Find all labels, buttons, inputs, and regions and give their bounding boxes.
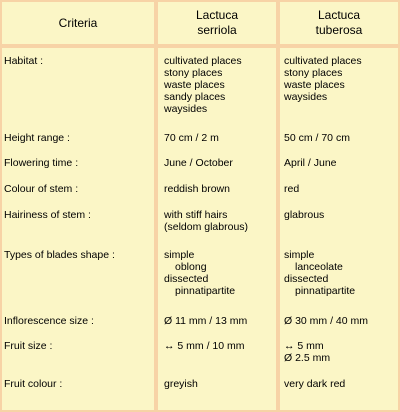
serriola-height-range: 70 cm / 2 m bbox=[164, 132, 219, 144]
serriola-fruit-colour: greyish bbox=[164, 378, 198, 390]
header-criteria-cell bbox=[2, 2, 154, 44]
header-tuberosa-cell bbox=[280, 2, 398, 44]
value-line: waste places bbox=[164, 79, 225, 91]
header-serriola-cell bbox=[158, 2, 276, 44]
serriola-hairiness-of-stem bbox=[164, 209, 248, 233]
value-line: (seldom glabrous) bbox=[164, 221, 249, 233]
serriola-fruit-size: ↔ 5 mm / 10 mm bbox=[164, 340, 245, 352]
value-line: sandy places bbox=[164, 91, 226, 103]
serriola-inflorescence-size: Ø 11 mm / 13 mm bbox=[164, 315, 248, 327]
value-line: Ø 2.5 mm bbox=[284, 352, 331, 364]
value-line: waysides bbox=[284, 91, 328, 103]
value-line: cultivated places bbox=[164, 55, 242, 67]
row-label-fruit-size: Fruit size : bbox=[4, 340, 53, 352]
tuberosa-flowering-time: April / June bbox=[284, 157, 337, 169]
value-line: pinnatipartite bbox=[175, 285, 236, 297]
row-label-inflorescence-size: Inflorescence size : bbox=[4, 315, 94, 327]
serriola-flowering-time: June / October bbox=[164, 157, 233, 169]
row-label-fruit-colour: Fruit colour : bbox=[4, 378, 63, 390]
header-serriola-species: serriola bbox=[197, 23, 237, 37]
tuberosa-colour-of-stem: red bbox=[284, 183, 300, 195]
criteria-column bbox=[2, 48, 154, 410]
header-tuberosa-genus: Lactuca bbox=[317, 8, 361, 22]
value-line: stony places bbox=[284, 67, 343, 79]
tuberosa-habitat bbox=[284, 55, 362, 103]
value-line: lanceolate bbox=[295, 261, 343, 273]
value-line: pinnatipartite bbox=[295, 285, 356, 297]
row-label-height-range: Height range : bbox=[4, 132, 70, 144]
serriola-colour-of-stem: reddish brown bbox=[164, 183, 230, 195]
row-label-colour-of-stem: Colour of stem : bbox=[4, 183, 79, 195]
value-line: with stiff hairs bbox=[164, 209, 228, 221]
tuberosa-hairiness-of-stem: glabrous bbox=[284, 209, 325, 221]
value-line: cultivated places bbox=[284, 55, 362, 67]
value-line: simple bbox=[164, 249, 195, 261]
value-line: ↔ 5 mm bbox=[284, 340, 324, 352]
value-line: dissected bbox=[284, 273, 329, 285]
row-label-habitat: Habitat : bbox=[4, 55, 44, 67]
row-label-hairiness-of-stem: Hairiness of stem : bbox=[4, 209, 91, 221]
value-line: oblong bbox=[175, 261, 207, 273]
tuberosa-fruit-size bbox=[284, 340, 330, 364]
header-criteria: Criteria bbox=[58, 15, 98, 30]
row-label-flowering-time: Flowering time : bbox=[4, 157, 79, 169]
row-label-blades-shape: Types of blades shape : bbox=[4, 249, 115, 261]
value-line: waysides bbox=[164, 103, 208, 115]
tuberosa-height-range: 50 cm / 70 cm bbox=[284, 132, 350, 144]
value-line: stony places bbox=[164, 67, 223, 79]
header-serriola-genus: Lactuca bbox=[195, 8, 239, 22]
tuberosa-fruit-colour: very dark red bbox=[284, 378, 346, 390]
header-tuberosa-species: tuberosa bbox=[315, 23, 363, 37]
serriola-blades-shape bbox=[164, 249, 235, 297]
tuberosa-inflorescence-size: Ø 30 mm / 40 mm bbox=[284, 315, 369, 327]
value-line: simple bbox=[284, 249, 315, 261]
value-line: waste places bbox=[284, 79, 345, 91]
serriola-habitat bbox=[164, 55, 242, 115]
value-line: dissected bbox=[164, 273, 209, 285]
tuberosa-blades-shape bbox=[284, 249, 355, 297]
